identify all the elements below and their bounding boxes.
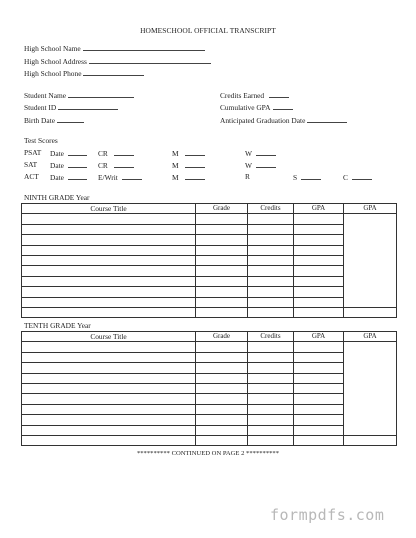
credits-cell[interactable]: [248, 415, 294, 425]
course-cell[interactable]: [22, 297, 196, 307]
act-s-field[interactable]: [301, 172, 321, 180]
course-cell[interactable]: [22, 352, 196, 362]
student-id-label: Student ID: [24, 103, 57, 112]
course-cell[interactable]: [22, 383, 196, 393]
grade-cell[interactable]: [196, 235, 248, 245]
birth-date-label: Birth Date: [24, 116, 55, 125]
grade-cell[interactable]: [196, 435, 248, 445]
col-credits: Credits: [248, 332, 294, 342]
cumulative-gpa-label: Cumulative GPA: [220, 103, 271, 112]
school-address-field[interactable]: [89, 56, 211, 64]
birth-date-field[interactable]: [57, 115, 84, 123]
psat-m-row: [172, 148, 205, 158]
act-ewrit-row: [98, 172, 142, 182]
table-row: [22, 435, 397, 445]
table-row: [22, 415, 397, 425]
birth-date-row: [24, 115, 84, 125]
credits-cell[interactable]: [248, 352, 294, 362]
table-row: [22, 214, 397, 224]
grade-cell[interactable]: [196, 373, 248, 383]
gpa-cell[interactable]: [294, 245, 344, 255]
gpa-cell[interactable]: [294, 383, 344, 393]
page-title: HOMESCHOOL OFFICIAL TRANSCRIPT: [140, 26, 276, 35]
school-address-row: [24, 56, 211, 66]
gpa-cell[interactable]: [294, 307, 344, 317]
grade-cell[interactable]: [196, 297, 248, 307]
act-m-row: [172, 172, 205, 182]
school-phone-label: High School Phone: [24, 69, 82, 78]
credits-cell[interactable]: [248, 307, 294, 317]
act-s-row: [293, 172, 321, 182]
col-gpa-2: GPA: [344, 332, 397, 342]
course-cell[interactable]: [22, 404, 196, 414]
ninth-grade-label: NINTH GRADE Year: [24, 193, 90, 202]
gpa-cell[interactable]: [294, 235, 344, 245]
table-row: [22, 383, 397, 393]
credits-cell[interactable]: [248, 235, 294, 245]
col-credits: Credits: [248, 204, 294, 214]
act-ewrit-field[interactable]: [122, 172, 142, 180]
table-row: [22, 255, 397, 265]
student-name-label: Student Name: [24, 91, 67, 100]
grade-cell[interactable]: [196, 276, 248, 286]
graduation-date-row: [220, 115, 347, 125]
gpa-cell[interactable]: [294, 404, 344, 414]
psat-cr-row: [98, 148, 134, 158]
sat-w-row: [245, 160, 276, 170]
course-cell[interactable]: [22, 425, 196, 435]
cumulative-gpa-field[interactable]: [273, 102, 293, 110]
credits-cell[interactable]: [248, 297, 294, 307]
course-cell[interactable]: [22, 287, 196, 297]
col-course-title: Course Title: [22, 204, 196, 214]
act-date-row: [50, 172, 87, 182]
table-row: [22, 224, 397, 234]
sat-name: SAT: [24, 160, 38, 169]
grade-cell[interactable]: [196, 415, 248, 425]
grade-cell[interactable]: [196, 214, 248, 224]
act-m-field[interactable]: [185, 172, 205, 180]
psat-w-label: W: [245, 149, 252, 158]
credits-cell[interactable]: [248, 255, 294, 265]
col-gpa: GPA: [294, 332, 344, 342]
col-course-title: Course Title: [22, 332, 196, 342]
sat-cr-row: [98, 160, 134, 170]
course-cell[interactable]: [22, 214, 196, 224]
school-phone-row: [24, 68, 144, 78]
act-s-label: S: [293, 173, 298, 182]
gpa-cell[interactable]: [294, 373, 344, 383]
table-row: [22, 373, 397, 383]
gpa-cell[interactable]: [294, 352, 344, 362]
gpa-cell[interactable]: [294, 394, 344, 404]
course-cell[interactable]: [22, 276, 196, 286]
sat-m-row: [172, 160, 205, 170]
credits-cell[interactable]: [248, 373, 294, 383]
credits-cell[interactable]: [248, 435, 294, 445]
credits-cell[interactable]: [248, 214, 294, 224]
course-cell[interactable]: [22, 373, 196, 383]
grade-cell[interactable]: [196, 383, 248, 393]
sat-m-label: M: [172, 161, 179, 170]
act-name: ACT: [24, 172, 39, 181]
course-cell[interactable]: [22, 245, 196, 255]
gpa-total-cell[interactable]: [344, 307, 397, 317]
psat-date-label: Date: [50, 149, 64, 158]
psat-date-row: [50, 148, 87, 158]
table-row: [22, 394, 397, 404]
gpa-total-cell[interactable]: [344, 342, 397, 436]
tenth-grade-label: TENTH GRADE Year: [24, 321, 91, 330]
test-scores-heading: Test Scores: [24, 136, 58, 145]
psat-m-field[interactable]: [185, 148, 205, 156]
gpa-cell[interactable]: [294, 214, 344, 224]
credits-cell[interactable]: [248, 394, 294, 404]
graduation-date-label: Anticipated Graduation Date: [220, 116, 306, 125]
col-gpa-2: GPA: [344, 204, 397, 214]
table-row: [22, 342, 397, 352]
graduation-date-field[interactable]: [307, 115, 347, 123]
grade-cell[interactable]: [196, 307, 248, 317]
student-id-field[interactable]: [58, 102, 118, 110]
psat-cr-label: CR: [98, 149, 108, 158]
credits-cell[interactable]: [248, 383, 294, 393]
credits-earned-field[interactable]: [269, 90, 289, 98]
table-row: [22, 425, 397, 435]
grade-cell[interactable]: [196, 425, 248, 435]
psat-m-label: M: [172, 149, 179, 158]
course-cell[interactable]: [22, 307, 196, 317]
table-row: [22, 276, 397, 286]
table-row: [22, 404, 397, 414]
sat-m-field[interactable]: [185, 160, 205, 168]
grade-cell[interactable]: [196, 394, 248, 404]
act-r-row: [245, 172, 250, 181]
grade-cell[interactable]: [196, 287, 248, 297]
sat-cr-label: CR: [98, 161, 108, 170]
gpa-cell[interactable]: [294, 297, 344, 307]
gpa-total-cell[interactable]: [344, 435, 397, 445]
table-row: [22, 297, 397, 307]
sat-w-field[interactable]: [256, 160, 276, 168]
course-cell[interactable]: [22, 342, 196, 352]
course-cell[interactable]: [22, 224, 196, 234]
table-row: [22, 245, 397, 255]
ninth-grade-table: [21, 203, 397, 318]
act-m-label: M: [172, 173, 179, 182]
school-name-field[interactable]: [83, 43, 205, 51]
act-r-label: R: [245, 172, 250, 181]
gpa-cell[interactable]: [294, 415, 344, 425]
table-header-row: [22, 332, 397, 342]
table-row: [22, 266, 397, 276]
credits-cell[interactable]: [248, 425, 294, 435]
gpa-cell[interactable]: [294, 342, 344, 352]
student-name-field[interactable]: [68, 90, 134, 98]
grade-cell[interactable]: [196, 342, 248, 352]
credits-cell[interactable]: [248, 245, 294, 255]
credits-earned-label: Credits Earned: [220, 91, 265, 100]
gpa-total-cell[interactable]: [344, 214, 397, 308]
sat-date-label: Date: [50, 161, 64, 170]
course-cell[interactable]: [22, 363, 196, 373]
gpa-cell[interactable]: [294, 363, 344, 373]
act-ewrit-label: E/Writ: [98, 173, 118, 182]
sat-date-field[interactable]: [68, 160, 87, 168]
table-row: [22, 352, 397, 362]
psat-cr-field[interactable]: [114, 148, 134, 156]
col-grade: Grade: [196, 332, 248, 342]
student-id-row: [24, 102, 118, 112]
table-row: [22, 235, 397, 245]
grade-cell[interactable]: [196, 404, 248, 414]
gpa-cell[interactable]: [294, 287, 344, 297]
table-row: [22, 287, 397, 297]
col-grade: Grade: [196, 204, 248, 214]
student-name-row: [24, 90, 134, 100]
watermark-text: formpdfs.com: [270, 506, 385, 524]
act-c-label: C: [343, 173, 348, 182]
credits-cell[interactable]: [248, 342, 294, 352]
gpa-cell[interactable]: [294, 266, 344, 276]
sat-date-row: [50, 160, 87, 170]
sat-w-label: W: [245, 161, 252, 170]
cumulative-gpa-row: [220, 102, 293, 112]
gpa-cell[interactable]: [294, 224, 344, 234]
course-cell[interactable]: [22, 394, 196, 404]
credits-cell[interactable]: [248, 363, 294, 373]
credits-cell[interactable]: [248, 266, 294, 276]
psat-w-row: [245, 148, 276, 158]
table-header-row: [22, 204, 397, 214]
act-date-field[interactable]: [68, 172, 87, 180]
course-cell[interactable]: [22, 435, 196, 445]
act-date-label: Date: [50, 173, 64, 182]
psat-w-field[interactable]: [256, 148, 276, 156]
school-name-row: [24, 43, 205, 53]
credits-cell[interactable]: [248, 224, 294, 234]
credits-earned-row: [220, 90, 289, 100]
grade-cell[interactable]: [196, 245, 248, 255]
act-c-row: [343, 172, 372, 182]
continued-note: ********** CONTINUED ON PAGE 2 **********: [136, 450, 280, 457]
tenth-grade-table: [21, 331, 397, 446]
grade-cell[interactable]: [196, 266, 248, 276]
course-cell[interactable]: [22, 266, 196, 276]
gpa-cell[interactable]: [294, 425, 344, 435]
school-phone-field[interactable]: [83, 68, 144, 76]
course-cell[interactable]: [22, 415, 196, 425]
sat-cr-field[interactable]: [114, 160, 134, 168]
col-gpa: GPA: [294, 204, 344, 214]
table-row: [22, 307, 397, 317]
gpa-cell[interactable]: [294, 435, 344, 445]
gpa-cell[interactable]: [294, 255, 344, 265]
credits-cell[interactable]: [248, 276, 294, 286]
school-name-label: High School Name: [24, 44, 81, 53]
table-row: [22, 363, 397, 373]
grade-cell[interactable]: [196, 255, 248, 265]
course-cell[interactable]: [22, 235, 196, 245]
school-address-label: High School Address: [24, 57, 87, 66]
grade-cell[interactable]: [196, 352, 248, 362]
course-cell[interactable]: [22, 255, 196, 265]
grade-cell[interactable]: [196, 224, 248, 234]
grade-cell[interactable]: [196, 363, 248, 373]
credits-cell[interactable]: [248, 287, 294, 297]
psat-date-field[interactable]: [68, 148, 87, 156]
gpa-cell[interactable]: [294, 276, 344, 286]
psat-name: PSAT: [24, 148, 42, 157]
act-c-field[interactable]: [352, 172, 372, 180]
credits-cell[interactable]: [248, 404, 294, 414]
